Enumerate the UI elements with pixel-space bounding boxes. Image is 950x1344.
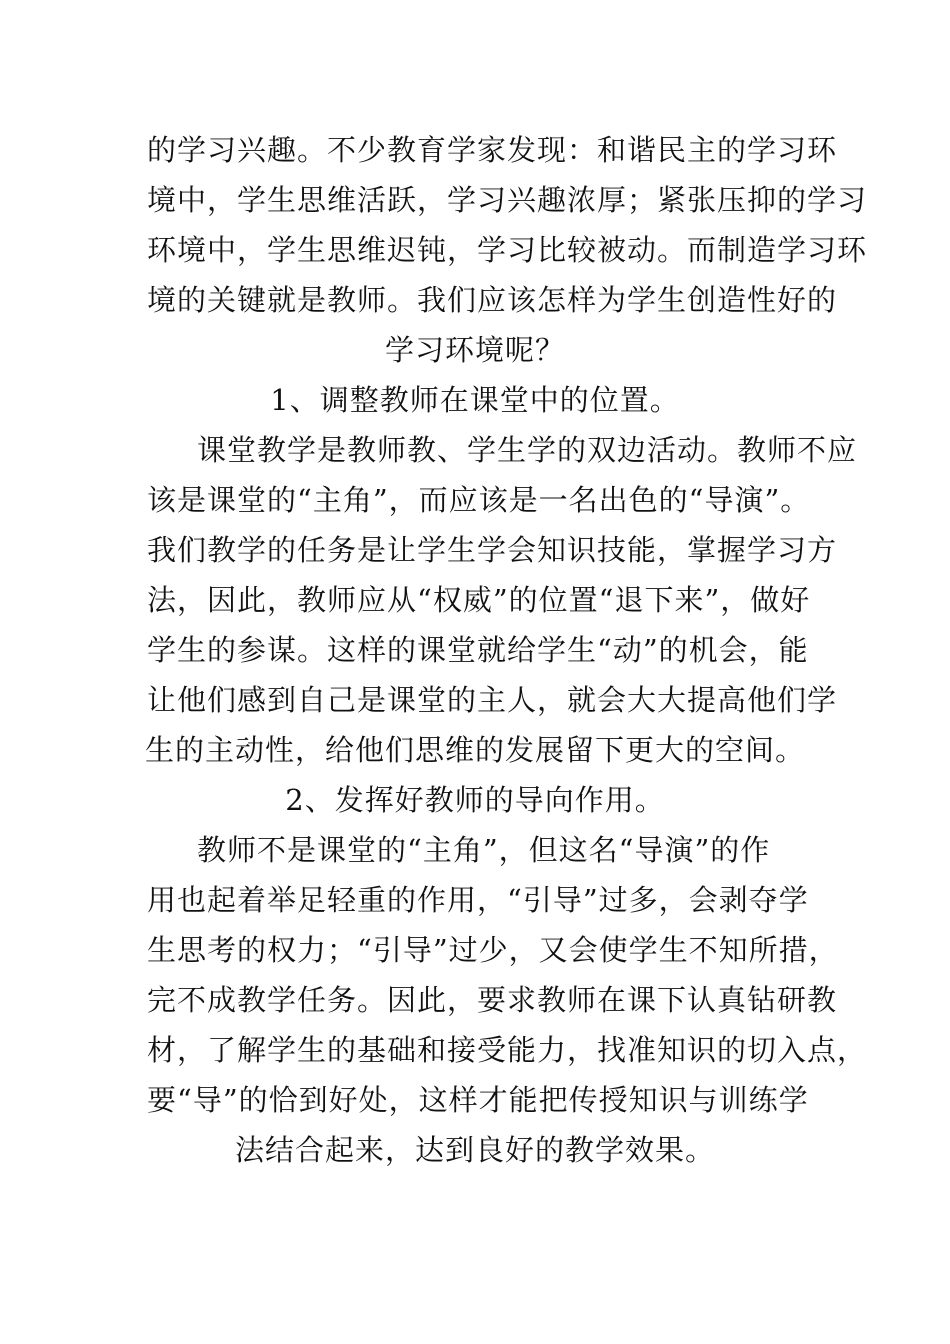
text-line: 学习环境呢？ <box>384 333 565 367</box>
text-line: 该是课堂的“主角”，而应该是一名出色的“导演”。 <box>147 483 811 517</box>
paragraph-first-line: 教师不是课堂的“主角”，但这名“导演”的作 <box>197 833 771 867</box>
text-line: 完不成教学任务。因此，要求教师在课下认真钻研教 <box>147 983 838 1017</box>
text-line: 用也起着举足轻重的作用，“引导”过多，会剥夺学 <box>147 883 809 917</box>
text-line: 学生的参谋。这样的课堂就给学生“动”的机会，能 <box>147 633 809 667</box>
text-line: 生的主动性，给他们思维的发展留下更大的空间。 <box>144 733 805 767</box>
text-line: 的学习兴趣。不少教育学家发现：和谐民主的学习环 <box>147 133 838 167</box>
text-line: 要“导”的恰到好处，这样才能把传授知识与训练学 <box>147 1083 809 1117</box>
text-line: 我们教学的任务是让学生学会知识技能，掌握学习方 <box>147 533 838 567</box>
section-heading: 1、调整教师在课堂中的位置。 <box>270 383 680 417</box>
text-line: 法，因此，教师应从“权威”的位置“退下来”，做好 <box>147 583 811 617</box>
paragraph-first-line: 课堂教学是教师教、学生学的双边活动。教师不应 <box>197 433 858 467</box>
text-line: 法结合起来，达到良好的教学效果。 <box>234 1133 715 1167</box>
section-heading: 2、发挥好教师的导向作用。 <box>285 783 665 817</box>
text-line: 让他们感到自己是课堂的主人，就会大大提高他们学 <box>147 683 838 717</box>
text-line: 生思考的权力；“引导”过少，又会使学生不知所措， <box>147 933 839 967</box>
text-line: 境的关键就是教师。我们应该怎样为学生创造性好的 <box>147 283 838 317</box>
text-line: 境中，学生思维活跃，学习兴趣浓厚；紧张压抑的学习 <box>147 183 868 217</box>
text-line: 环境中，学生思维迟钝，学习比较被动。而制造学习环 <box>147 233 868 267</box>
text-line: 材，了解学生的基础和接受能力，找准知识的切入点， <box>147 1033 868 1067</box>
